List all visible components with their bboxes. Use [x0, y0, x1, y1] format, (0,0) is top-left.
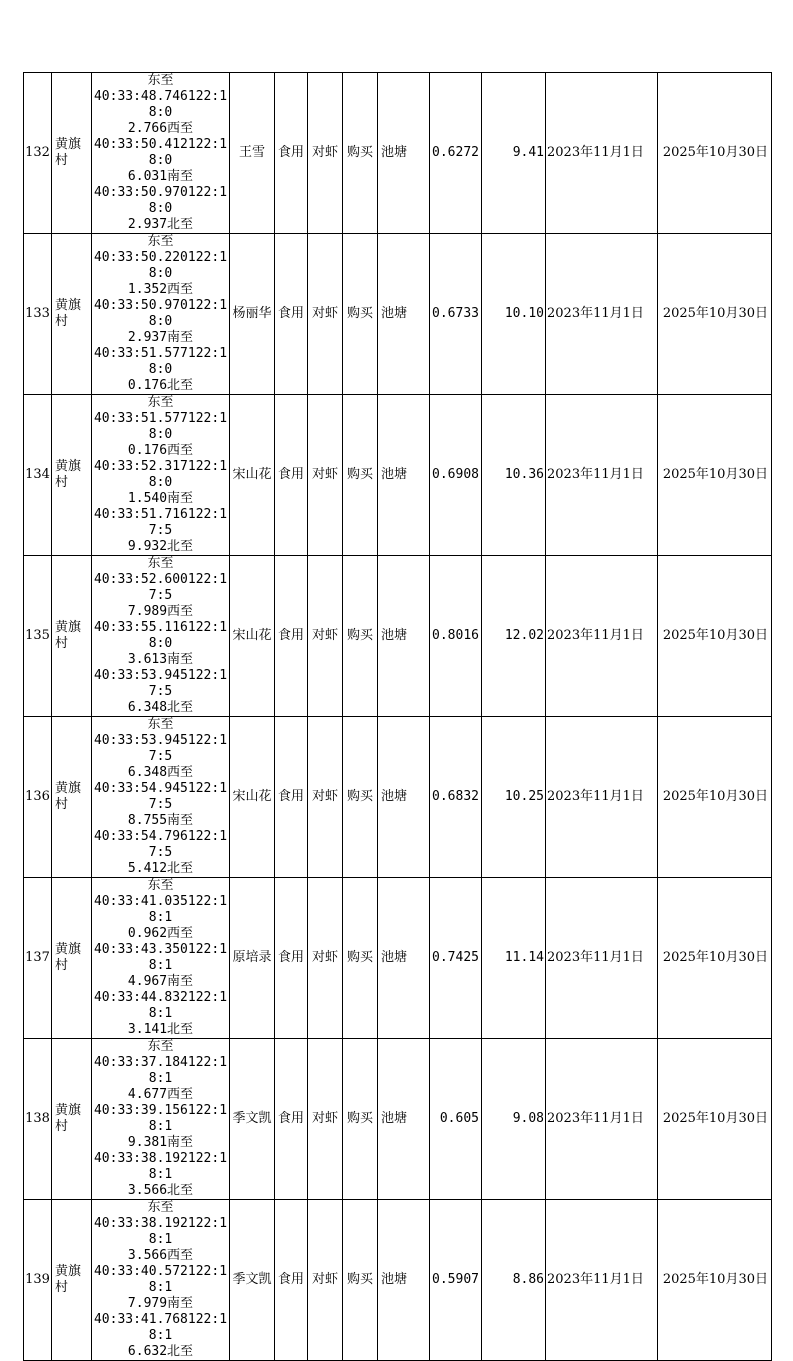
use-cell [275, 717, 308, 878]
type-cell [378, 234, 430, 395]
source-value: 购买 [346, 1111, 373, 1126]
end-date: 2025年10月30日 [662, 628, 768, 643]
location-cell [92, 234, 230, 395]
type-value: 池塘 [381, 145, 408, 160]
type-cell [378, 556, 430, 717]
location-line: 40:33:38.192122:18:1 [93, 1151, 228, 1182]
location-line: 2.937南至 [127, 330, 194, 345]
species-value: 对虾 [311, 1272, 338, 1287]
holder-name: 宋山花 [232, 628, 272, 643]
species-cell [308, 878, 343, 1039]
start-date: 2023年11月1日 [547, 789, 644, 804]
start-date-cell [546, 1200, 658, 1361]
location-cell [92, 878, 230, 1039]
location-line: 6.031南至 [127, 169, 194, 184]
use-value: 食用 [277, 306, 304, 321]
species-cell [308, 1039, 343, 1200]
type-value: 池塘 [381, 950, 408, 965]
village-cell [52, 556, 92, 717]
row-number: 139 [25, 1272, 50, 1287]
village-name: 黄旗村 [55, 459, 82, 490]
area-cell [430, 395, 482, 556]
species-value: 对虾 [311, 950, 338, 965]
source-cell [343, 234, 378, 395]
location-line: 东至 [147, 395, 174, 410]
type-cell [378, 717, 430, 878]
row-number-cell [24, 1200, 52, 1361]
table-row [24, 717, 772, 878]
location-line: 40:33:43.350122:18:1 [93, 942, 228, 973]
source-value: 购买 [346, 145, 373, 160]
location-line: 40:33:50.970122:18:0 [93, 298, 228, 329]
species-value: 对虾 [311, 467, 338, 482]
location-cell [92, 1039, 230, 1200]
location-line: 东至 [147, 717, 174, 732]
start-date-cell [546, 395, 658, 556]
village-name: 黄旗村 [55, 298, 82, 329]
species-cell [308, 395, 343, 556]
location-line: 1.352西至 [127, 282, 194, 297]
location-line: 40:33:51.577122:18:0 [93, 346, 228, 377]
amount-cell [482, 234, 546, 395]
species-cell [308, 1200, 343, 1361]
area-cell [430, 556, 482, 717]
holder-cell [230, 878, 275, 1039]
row-number: 136 [25, 789, 50, 804]
start-date: 2023年11月1日 [547, 145, 644, 160]
type-value: 池塘 [381, 467, 408, 482]
end-date: 2025年10月30日 [662, 145, 768, 160]
area-cell [430, 1039, 482, 1200]
location-line: 2.766西至 [127, 121, 194, 136]
location-line: 3.613南至 [127, 652, 194, 667]
use-value: 食用 [277, 145, 304, 160]
location-line: 8.755南至 [127, 813, 194, 828]
use-value: 食用 [277, 950, 304, 965]
amount-value: 11.14 [504, 950, 544, 965]
end-date: 2025年10月30日 [662, 467, 768, 482]
start-date: 2023年11月1日 [547, 1272, 644, 1287]
holder-cell [230, 234, 275, 395]
type-cell [378, 1200, 430, 1361]
type-value: 池塘 [381, 789, 408, 804]
row-number-cell [24, 878, 52, 1039]
type-cell [378, 73, 430, 234]
use-value: 食用 [277, 789, 304, 804]
start-date-cell [546, 878, 658, 1039]
start-date: 2023年11月1日 [547, 306, 644, 321]
amount-value: 10.36 [504, 467, 544, 482]
type-value: 池塘 [381, 628, 408, 643]
location-line: 4.967南至 [127, 974, 194, 989]
start-date: 2023年11月1日 [547, 467, 644, 482]
location-line: 40:33:53.945122:17:5 [93, 668, 228, 699]
source-value: 购买 [346, 1272, 373, 1287]
type-value: 池塘 [381, 1111, 408, 1126]
table-row [24, 1039, 772, 1200]
table-row [24, 878, 772, 1039]
location-line: 0.176北至 [127, 378, 194, 393]
village-name: 黄旗村 [55, 781, 82, 812]
location-line: 东至 [147, 556, 174, 571]
location-line: 40:33:55.116122:18:0 [93, 620, 228, 651]
holder-name: 杨丽华 [232, 306, 272, 321]
row-number-cell [24, 395, 52, 556]
location-line: 40:33:52.600122:17:5 [93, 572, 228, 603]
amount-cell [482, 556, 546, 717]
amount-cell [482, 717, 546, 878]
area-cell [430, 234, 482, 395]
location-line: 7.979南至 [127, 1296, 194, 1311]
village-name: 黄旗村 [55, 1103, 82, 1134]
row-number: 137 [25, 950, 50, 965]
village-cell [52, 1200, 92, 1361]
village-cell [52, 73, 92, 234]
location-line: 东至 [147, 234, 174, 249]
area-cell [430, 1200, 482, 1361]
holder-cell [230, 1039, 275, 1200]
location-line: 40:33:39.156122:18:1 [93, 1103, 228, 1134]
source-cell [343, 1200, 378, 1361]
species-cell [308, 73, 343, 234]
use-cell [275, 1200, 308, 1361]
location-line: 40:33:37.184122:18:1 [93, 1055, 228, 1086]
location-cell [92, 717, 230, 878]
location-line: 40:33:41.035122:18:1 [93, 894, 228, 925]
village-name: 黄旗村 [55, 620, 82, 651]
location-line: 6.348北至 [127, 700, 194, 715]
village-cell [52, 234, 92, 395]
location-line: 40:33:50.220122:18:0 [93, 250, 228, 281]
holder-name: 季文凯 [232, 1272, 272, 1287]
area-value: 0.8016 [432, 628, 479, 643]
start-date-cell [546, 556, 658, 717]
species-value: 对虾 [311, 789, 338, 804]
area-value: 0.7425 [432, 950, 479, 965]
type-value: 池塘 [381, 306, 408, 321]
amount-cell [482, 878, 546, 1039]
location-line: 40:33:54.796122:17:5 [93, 829, 228, 860]
source-cell [343, 878, 378, 1039]
location-line: 40:33:38.192122:18:1 [93, 1216, 228, 1247]
species-value: 对虾 [311, 306, 338, 321]
amount-value: 9.08 [512, 1111, 544, 1126]
location-line: 0.176西至 [127, 443, 194, 458]
end-date-cell [658, 1039, 772, 1200]
area-cell [430, 73, 482, 234]
area-value: 0.6733 [432, 306, 479, 321]
type-cell [378, 1039, 430, 1200]
start-date: 2023年11月1日 [547, 950, 644, 965]
table-row [24, 556, 772, 717]
location-line: 6.632北至 [127, 1344, 194, 1359]
end-date: 2025年10月30日 [662, 306, 768, 321]
end-date: 2025年10月30日 [662, 1111, 768, 1126]
amount-value: 8.86 [512, 1272, 544, 1287]
start-date-cell [546, 73, 658, 234]
row-number: 135 [25, 628, 50, 643]
end-date-cell [658, 878, 772, 1039]
amount-value: 9.41 [512, 145, 544, 160]
location-line: 40:33:51.577122:18:0 [93, 411, 228, 442]
location-cell [92, 1200, 230, 1361]
location-line: 40:33:48.746122:18:0 [93, 89, 228, 120]
location-line: 40:33:50.412122:18:0 [93, 137, 228, 168]
location-line: 6.348西至 [127, 765, 194, 780]
type-cell [378, 395, 430, 556]
location-line: 40:33:40.572122:18:1 [93, 1264, 228, 1295]
use-cell [275, 556, 308, 717]
holder-cell [230, 717, 275, 878]
holder-name: 原培录 [232, 950, 272, 965]
source-value: 购买 [346, 789, 373, 804]
source-cell [343, 717, 378, 878]
table-row [24, 395, 772, 556]
use-value: 食用 [277, 1111, 304, 1126]
use-cell [275, 878, 308, 1039]
end-date-cell [658, 717, 772, 878]
location-line: 40:33:52.317122:18:0 [93, 459, 228, 490]
area-value: 0.6908 [432, 467, 479, 482]
use-cell [275, 234, 308, 395]
species-value: 对虾 [311, 628, 338, 643]
location-line: 东至 [147, 73, 174, 88]
village-cell [52, 1039, 92, 1200]
amount-cell [482, 1039, 546, 1200]
start-date: 2023年11月1日 [547, 1111, 644, 1126]
holder-name: 宋山花 [232, 467, 272, 482]
village-cell [52, 878, 92, 1039]
species-cell [308, 556, 343, 717]
table-row [24, 1200, 772, 1361]
area-value: 0.5907 [432, 1272, 479, 1287]
species-value: 对虾 [311, 1111, 338, 1126]
row-number-cell [24, 73, 52, 234]
holder-name: 宋山花 [232, 789, 272, 804]
row-number: 133 [25, 306, 50, 321]
end-date-cell [658, 73, 772, 234]
start-date-cell [546, 717, 658, 878]
table-row [24, 234, 772, 395]
end-date-cell [658, 1200, 772, 1361]
end-date: 2025年10月30日 [662, 1272, 768, 1287]
amount-cell [482, 73, 546, 234]
location-line: 4.677西至 [127, 1087, 194, 1102]
holder-cell [230, 73, 275, 234]
table-row [24, 73, 772, 234]
source-value: 购买 [346, 628, 373, 643]
row-number: 138 [25, 1111, 50, 1126]
use-cell [275, 395, 308, 556]
amount-cell [482, 1200, 546, 1361]
location-line: 1.540南至 [127, 491, 194, 506]
end-date-cell [658, 395, 772, 556]
location-line: 40:33:50.970122:18:0 [93, 185, 228, 216]
village-cell [52, 395, 92, 556]
village-name: 黄旗村 [55, 1264, 82, 1295]
area-cell [430, 717, 482, 878]
start-date-cell [546, 1039, 658, 1200]
area-value: 0.6272 [432, 145, 479, 160]
area-value: 0.605 [439, 1111, 479, 1126]
location-line: 40:33:44.832122:18:1 [93, 990, 228, 1021]
use-value: 食用 [277, 467, 304, 482]
source-value: 购买 [346, 306, 373, 321]
village-name: 黄旗村 [55, 137, 82, 168]
source-cell [343, 556, 378, 717]
type-value: 池塘 [381, 1272, 408, 1287]
start-date-cell [546, 234, 658, 395]
end-date-cell [658, 234, 772, 395]
holder-name: 季文凯 [232, 1111, 272, 1126]
use-value: 食用 [277, 1272, 304, 1287]
location-line: 40:33:41.768122:18:1 [93, 1312, 228, 1343]
location-line: 40:33:51.716122:17:5 [93, 507, 228, 538]
row-number-cell [24, 717, 52, 878]
row-number: 134 [25, 467, 50, 482]
source-cell [343, 395, 378, 556]
species-value: 对虾 [311, 145, 338, 160]
location-line: 5.412北至 [127, 861, 194, 876]
row-number-cell [24, 234, 52, 395]
type-cell [378, 878, 430, 1039]
use-cell [275, 73, 308, 234]
holder-cell [230, 556, 275, 717]
holder-name: 王雪 [238, 145, 265, 160]
location-cell [92, 395, 230, 556]
location-line: 9.381南至 [127, 1135, 194, 1150]
village-name: 黄旗村 [55, 942, 82, 973]
area-cell [430, 878, 482, 1039]
end-date: 2025年10月30日 [662, 789, 768, 804]
location-cell [92, 73, 230, 234]
location-line: 东至 [147, 1039, 174, 1054]
source-value: 购买 [346, 950, 373, 965]
amount-value: 12.02 [504, 628, 544, 643]
source-cell [343, 1039, 378, 1200]
amount-cell [482, 395, 546, 556]
location-line: 7.989西至 [127, 604, 194, 619]
location-line: 东至 [147, 1200, 174, 1215]
row-number: 132 [25, 145, 50, 160]
location-line: 0.962西至 [127, 926, 194, 941]
table-body [24, 73, 772, 1361]
holder-cell [230, 395, 275, 556]
row-number-cell [24, 1039, 52, 1200]
source-value: 购买 [346, 467, 373, 482]
species-cell [308, 234, 343, 395]
end-date-cell [658, 556, 772, 717]
use-cell [275, 1039, 308, 1200]
location-line: 3.141北至 [127, 1022, 194, 1037]
holder-cell [230, 1200, 275, 1361]
amount-value: 10.10 [504, 306, 544, 321]
location-line: 9.932北至 [127, 539, 194, 554]
amount-value: 10.25 [504, 789, 544, 804]
records-table [23, 72, 772, 1361]
location-line: 40:33:54.945122:17:5 [93, 781, 228, 812]
use-value: 食用 [277, 628, 304, 643]
village-cell [52, 717, 92, 878]
source-cell [343, 73, 378, 234]
row-number-cell [24, 556, 52, 717]
location-line: 东至 [147, 878, 174, 893]
end-date: 2025年10月30日 [662, 950, 768, 965]
area-value: 0.6832 [432, 789, 479, 804]
start-date: 2023年11月1日 [547, 628, 644, 643]
location-line: 40:33:53.945122:17:5 [93, 733, 228, 764]
location-cell [92, 556, 230, 717]
location-line: 3.566西至 [127, 1248, 194, 1263]
species-cell [308, 717, 343, 878]
location-line: 3.566北至 [127, 1183, 194, 1198]
location-line: 2.937北至 [127, 217, 194, 232]
